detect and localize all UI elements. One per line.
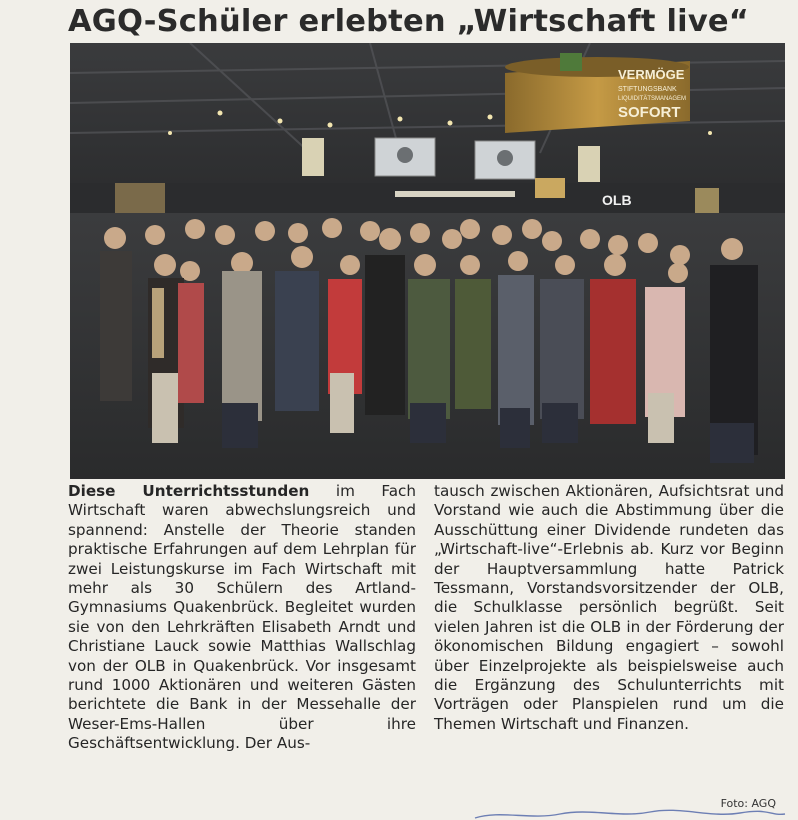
group-photo-illustration (70, 43, 785, 479)
handwritten-scribble (470, 808, 790, 820)
banner-line-3: LIQUIDITÄTSMANAGEM (618, 96, 687, 102)
photo-credit: Foto: AGQ (720, 797, 776, 810)
article-column-left (68, 482, 416, 754)
stage-sign-olb: OLB (602, 192, 632, 208)
article-lead: Diese Unterrichtsstunden (68, 482, 310, 500)
article-headline: AGQ-Schüler erlebten „Wirtschaft live“ (68, 4, 750, 39)
article-column-right-text: tausch zwischen Aktionären, Aufsichtsrat und Vorstand wie auch die Abstimmung über die Ausschüttung einer Dividende rundeten das „Wirtschaft-live“-Erlebnis ab. Kurz vor Beginn der Hauptversammlung hatte Patrick Tessmann, Vorstandsvorsitzender der OLB, die Schulklasse persönlich begrüßt. Seit vielen Jahren ist die OLB in der Förderung der ökonomischen Bildung engagiert – sowohl über Einzelprojekte als beispielsweise auch die Ergänzung des Schulunterrichts mit Vorträgen oder Planspielen rund um die Themen Wirtschaft und Finanzen. (434, 482, 784, 733)
banner-line-2: STIFTUNGSBANK (618, 86, 677, 93)
banner-line-4: SOFORT (618, 104, 681, 121)
article-photo (70, 43, 785, 479)
banner-line-1: VERMÖGE (618, 67, 685, 82)
article-column-right (434, 482, 784, 734)
article-column-left-text: im Fach Wirtschaft waren abwechslungsreich und spannend: Anstelle der Theorie standen praktische Erfahrungen auf dem Lehrplan für zwei Leistungskurse im Fach Wirtschaft mit mehr als 30 Schülern des Artland-Gymnasiums Quakenbrück. Begleitet wurden sie von den Lehrkräften Elisabeth Arndt und Christiane Lauck sowie Matthias Wallschlag von der OLB in Quakenbrück. Vor insgesamt rund 1000 Aktionären und weiteren Gästen berichtete die Bank in der Messehalle der Weser-Ems-Hallen über ihre Geschäftsentwicklung. Der Aus- (68, 482, 417, 753)
